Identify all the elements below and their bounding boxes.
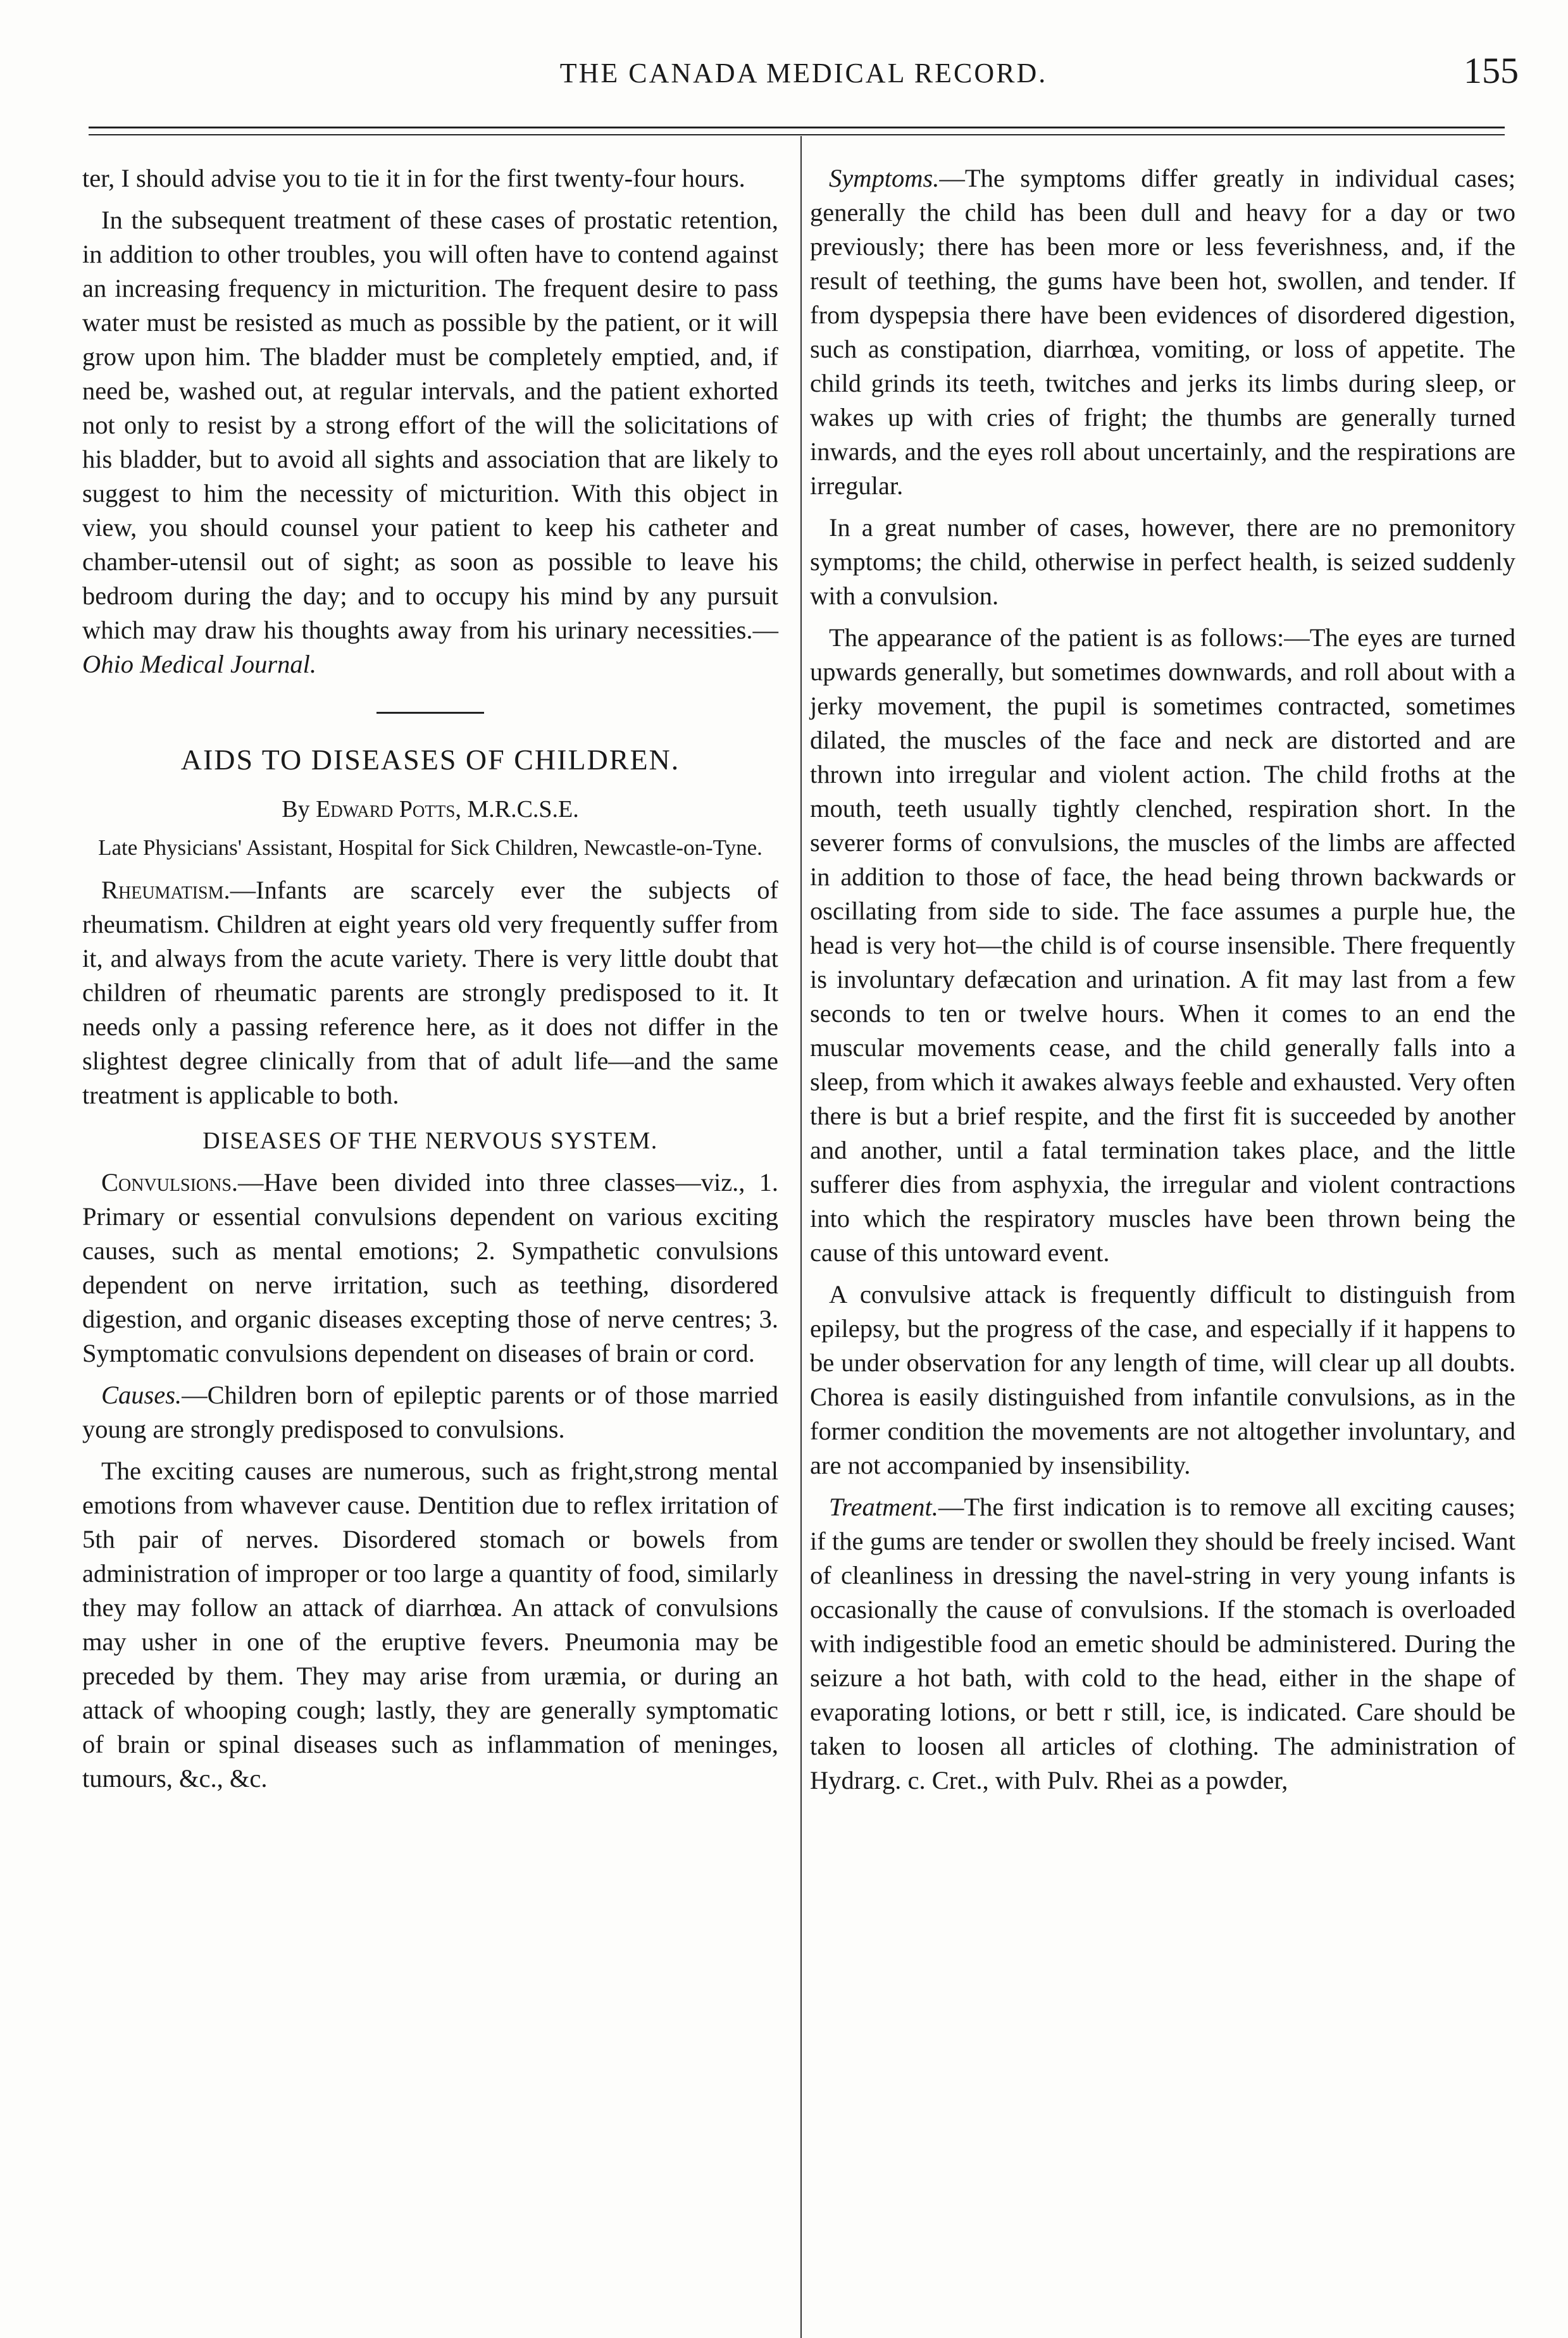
- author-name: Edward Potts: [316, 796, 456, 823]
- paragraph-text: In the subsequent treatment of these cases of prostatic retention, in addition to other troubles, you will often have to contend against an increasing frequency in micturition. The frequent desire to pass water must be resisted as much as possible by the patient, or it will grow upon him. The bladder must be completely emptied, and, if need be, washed out, at regular intervals, and the patient exhorted not only to resist by a strong effort of the will the solicitations of his bladder, but to avoid all sights and association that are likely to suggest to him the necessity of micturition. With this object in view, you should counsel your patient to keep his catheter and chamber-utensil out of sight; as soon as possible to leave his bedroom during the day; and to occupy his mind by any pursuit which may draw his thoughts away from his urinary necessities.—: [82, 206, 778, 644]
- header-rule: [89, 127, 1505, 128]
- right-column: [810, 161, 1515, 1805]
- paragraph-exciting-causes: The exciting causes are numerous, such as fright,strong mental emotions from whavever cause. Dentition due to reflex irritation of 5th pair of nerves. Disordered stomach or bowels from administration of improper or too large a quantity of food, similarly they may follow an attack of diarrhœa. An attack of convulsions may usher in one of the eruptive fevers. Pneumonia may be preceded by them. They may arise from uræmia, or during an attack of whooping cough; lastly, they are generally symptomatic of brain or spinal diseases such as inflammation of meninges, tumours, &c., &c.: [82, 1457, 778, 1793]
- left-column: [82, 161, 778, 1803]
- run-in-head: Causes.: [101, 1381, 182, 1409]
- byline: [82, 792, 778, 826]
- paragraph-text: —The symptoms differ greatly in individual cases; generally the child has been dull and heavy for a day or two previously; there has been more or less feverishness, and, if the result of teething, the gums have been hot, swollen, and tender. If from dyspepsia there have been evidences of disordered digestion, such as constipation, diarrhœa, vomiting, or loss of appetite. The child grinds its teeth, twitches and jerks its limbs during sleep, or wakes up with cries of fright; the thumbs are generally turned inwards, and the eyes roll about uncertainly, and the respirations are irregular.: [810, 164, 1515, 500]
- paragraph-epilepsy: A convulsive attack is frequently difficult to distinguish from epilepsy, but the progress of the case, and especially if it happens to be under observation for any length of time, will clear up all doubts. Chorea is easily distinguished from infantile convulsions, as in the former condition the movements are not altogether involuntary, and are not accompanied by insensibility.: [810, 1280, 1515, 1479]
- paragraph-causes: [82, 1378, 778, 1446]
- run-in-head: Convulsions: [101, 1168, 232, 1197]
- section-heading: DISEASES OF THE NERVOUS SYSTEM.: [202, 1128, 658, 1154]
- paragraph-rheumatism: [82, 873, 778, 1112]
- paragraph-treatment: [810, 1490, 1515, 1798]
- byline-prefix: By: [282, 796, 316, 823]
- paragraph-prostatic-retention: [82, 203, 778, 681]
- run-in-head: Symptoms.: [829, 164, 940, 192]
- paragraph-convulsions: [82, 1166, 778, 1371]
- run-in-head: Rheumatism: [101, 876, 224, 904]
- paragraph-text: .—Infants are scarcely ever the subjects of rheumatism. Children at eight years old very frequently suffer from it, and always from the acute variety. There is very little doubt that children of rheumatic parents are strongly predisposed to it. It needs only a passing reference here, as it does not differ in the slightest degree clinically from that of adult life—and the same treatment is applicable to both.: [82, 876, 778, 1109]
- page-number: 155: [1464, 50, 1519, 91]
- paragraph-text: —Children born of epileptic parents or of those married young are strongly predisposed to convulsions.: [82, 1381, 778, 1443]
- page-header: [89, 44, 1519, 101]
- paragraph-text: —The first indication is to remove all exciting causes; if the gums are tender or swollen they should be freely incised. Want of cleanliness in dressing the navel-string in very young infants is occasionally the cause of convulsions. If the stomach is overloaded with indigestible food an emetic should be administered. During the seizure a hot bath, with cold to the head, either in the shape of evaporating lotions, or bett r still, ice, is indicated. Care should be taken to loosen all articles of clothing. The administration of Hydrarg. c. Cret., with Pulv. Rhei as a powder,: [810, 1493, 1515, 1794]
- paragraph-continuation: ter, I should advise you to tie it in for the first twenty-four hours.: [82, 164, 745, 192]
- author-affiliation: Late Physicians' Assistant, Hospital for Sick Children, Newcastle-on-Tyne.: [98, 835, 762, 860]
- article-separator: [376, 712, 484, 714]
- paragraph-appearance: The appearance of the patient is as follows:—The eyes are turned upwards generally, but sometimes downwards, and roll about with a jerky movement, the pupil is sometimes contracted, sometimes dilated, the muscles of the face and neck are distorted and are thrown into irregular and violent action. The child froths at the mouth, teeth usually tightly clenched, respiration short. In the severer forms of convulsions, the muscles of the limbs are affected in addition to those of face, the head being thrown backwards or oscillating from side to side. The face assumes a purple hue, the head is very hot—the child is of course insensible. There frequently is involuntary defæcation and urination. A fit may last from a few seconds to ten or twelve hours. When it comes to an end the muscular movements cease, and the child generally falls into a sleep, from which it awakes always feeble and exhausted. Very often there is but a brief respite, and the first fit is succeeded by another and another, until a fatal termination takes place, and the little sufferer dies from asphyxia, the irregular and violent contractions into which the respiratory muscles have been thrown being the cause of this untoward event.: [810, 623, 1515, 1267]
- paragraph-premonitory: In a great number of cases, however, there are no premonitory symptoms; the child, otherwise in perfect health, is seized suddenly with a convulsion.: [810, 513, 1515, 610]
- paragraph-text: .—Have been divided into three classes—viz., 1. Primary or essential convulsions dependent on various exciting causes, such as mental emotions; 2. Sympathetic convulsions dependent on nerve irritation, such as teething, disordered digestion, and organic diseases excepting those of nerve centres; 3. Symptomatic convulsions dependent on diseases of brain or cord.: [82, 1168, 778, 1367]
- paragraph-symptoms: [810, 161, 1515, 503]
- source-citation: Ohio Medical Journal.: [82, 650, 317, 678]
- author-credentials: , M.R.C.S.E.: [455, 796, 579, 823]
- column-divider: [800, 136, 802, 2338]
- header-rule-thin: [89, 134, 1505, 135]
- running-title: THE CANADA MEDICAL RECORD.: [559, 58, 1048, 89]
- run-in-head: Treatment.: [829, 1493, 938, 1521]
- article-title: AIDS TO DISEASES OF CHILDREN.: [180, 743, 680, 776]
